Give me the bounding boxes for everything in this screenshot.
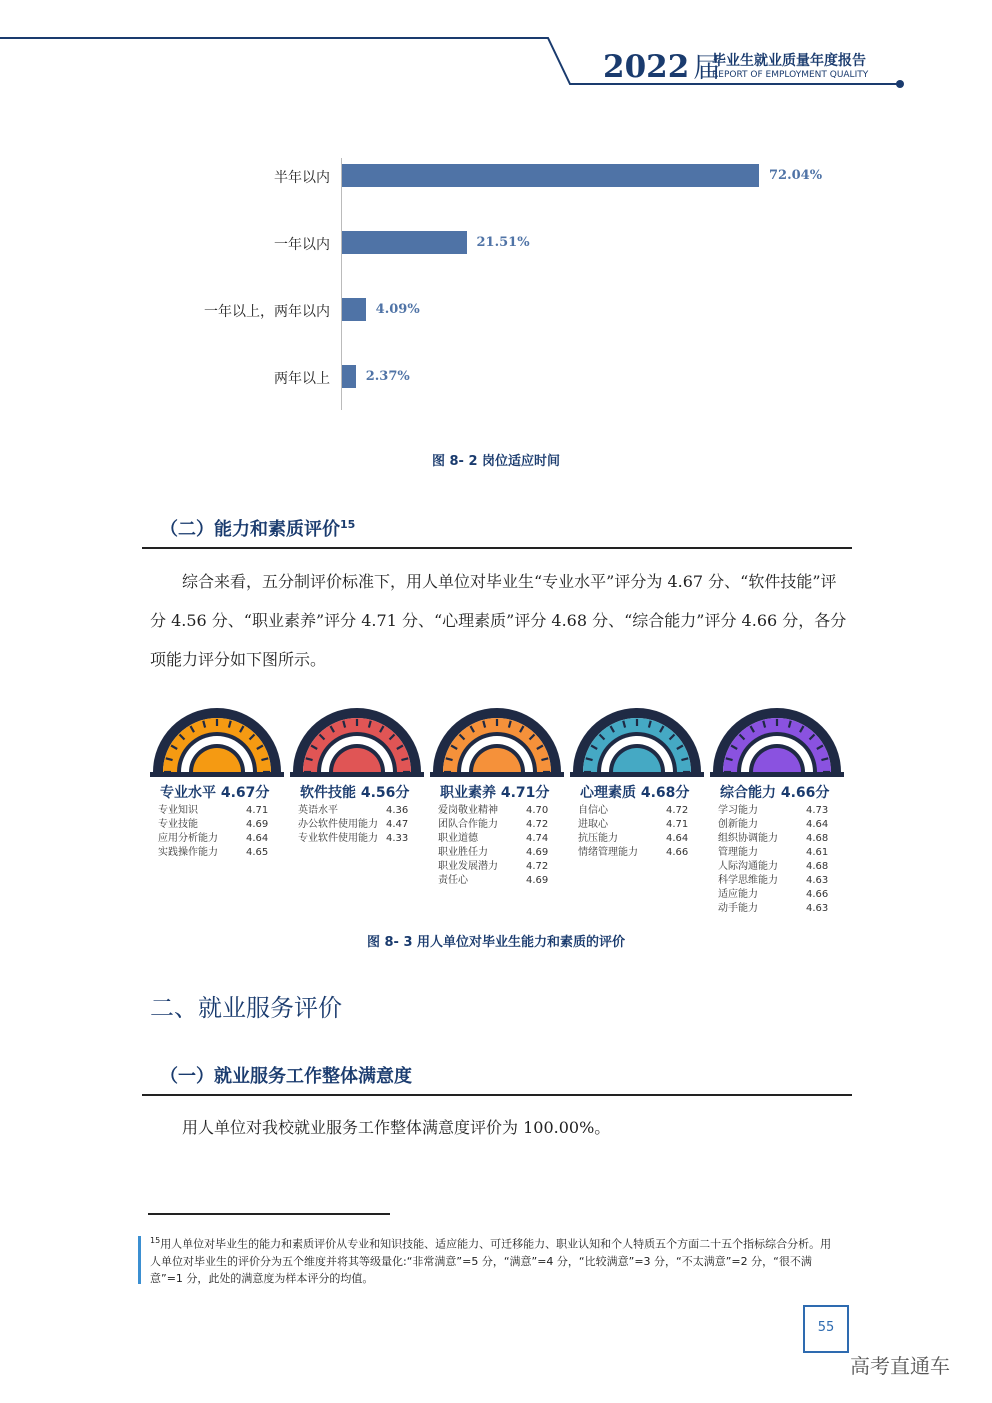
gauge-card — [710, 680, 844, 916]
gauge-item-name: 组织协调能力 — [718, 833, 778, 844]
gauge-item-value: 4.61 — [806, 847, 829, 858]
chart-value-label: 72.04% — [769, 168, 823, 183]
gauge-dial — [290, 680, 424, 780]
gauge-dial — [430, 680, 564, 780]
gauge-item-name: 办公软件使用能力 — [298, 819, 378, 830]
gauge-item-name: 专业软件使用能力 — [298, 833, 378, 844]
gauge-item-row — [570, 846, 704, 860]
header-subtitle: REPORT OF EMPLOYMENT QUALITY — [712, 70, 869, 80]
gauge-item-name: 情绪管理能力 — [578, 847, 638, 858]
gauge-item-name: 学习能力 — [718, 805, 758, 816]
gauge-item-row — [710, 860, 844, 874]
gauge-item-value: 4.69 — [246, 819, 269, 830]
gauge-item-value: 4.69 — [526, 875, 549, 886]
gauge-item-row — [710, 902, 844, 916]
gauge-item-row — [710, 832, 844, 846]
gauge-item-name: 专业技能 — [158, 819, 198, 830]
gauge-score: 4.68分 — [636, 785, 690, 801]
gauge-item-row — [430, 804, 564, 818]
header-title: 毕业生就业质量年度报告 — [712, 53, 866, 69]
gauge-title — [440, 782, 564, 802]
gauge-item-name: 职业胜任力 — [438, 847, 488, 858]
gauge-item-row — [710, 874, 844, 888]
gauge-item-name: 英语水平 — [298, 805, 338, 816]
gauge-item-row — [710, 804, 844, 818]
gauge-item-row — [570, 804, 704, 818]
gauge-dial — [150, 680, 284, 780]
gauge-item-name: 团队合作能力 — [438, 819, 498, 830]
gauge-item-row — [430, 818, 564, 832]
gauge-score: 4.71分 — [496, 785, 550, 801]
gauge-item-value: 4.68 — [806, 833, 829, 844]
gauge-item-value: 4.69 — [526, 847, 549, 858]
figure-caption-8-3: 图 8- 3 用人单位对毕业生能力和素质的评价 — [366, 935, 626, 950]
gauge-item-value: 4.70 — [526, 805, 549, 816]
gauge-item-row — [430, 832, 564, 846]
satisfaction-paragraph — [150, 1108, 850, 1147]
section2-rule — [142, 1094, 852, 1096]
gauge-title — [300, 782, 424, 802]
ability-paragraph-text: 综合来看，五分制评价标准下，用人单位对毕业生“专业水平”评分为 4.67 分、“软件技能”评分 4.56 分、“职业素养”评分 4.71 分、“心理素质”评分 4.68 分、“综合能力”评分 4.66 分，各分项能力评分如下图所示。 — [150, 572, 847, 669]
satisfaction-paragraph-text: 用人单位对我校就业服务工作整体满意度评价为 100.00%。 — [182, 1118, 611, 1137]
section-heading-ability — [160, 515, 355, 541]
gauge-item-name: 科学思维能力 — [718, 875, 778, 886]
gauge-item-value: 4.33 — [386, 833, 409, 844]
gauge-item-value: 4.72 — [666, 805, 689, 816]
gauge-item-value: 4.63 — [806, 875, 829, 886]
gauge-item-value: 4.72 — [526, 861, 549, 872]
gauge-item-name: 人际沟通能力 — [718, 861, 778, 872]
figure-caption-8-2: 图 8- 2 岗位适应时间 — [431, 454, 561, 469]
ability-paragraph — [150, 562, 850, 679]
section-heading-service: 二、就业服务评价 — [150, 994, 342, 1022]
footnote-marker: 15 — [150, 1236, 161, 1245]
gauge-item-row — [290, 818, 424, 832]
gauge-item-name: 动手能力 — [718, 903, 758, 914]
chart-category-label: 一年以内 — [274, 237, 330, 253]
gauge-item-row — [150, 804, 284, 818]
gauge-item-name: 进取心 — [578, 819, 608, 830]
gauge-card — [430, 680, 564, 888]
gauge-item-row — [710, 888, 844, 902]
gauge-item-name: 自信心 — [578, 805, 608, 816]
footnote-ref: 15 — [340, 518, 356, 531]
gauge-item-name: 责任心 — [438, 875, 468, 886]
gauge-item-value: 4.72 — [526, 819, 549, 830]
gauge-item-row — [710, 818, 844, 832]
gauge-item-value: 4.66 — [806, 889, 829, 900]
gauge-score: 4.66分 — [776, 785, 830, 801]
gauge-item-value: 4.65 — [246, 847, 269, 858]
gauge-item-name: 职业发展潜力 — [438, 861, 498, 872]
footnote-rule — [148, 1213, 390, 1215]
section-subheading-satisfaction: （一）就业服务工作整体满意度 — [160, 1066, 412, 1087]
gauge-card — [150, 680, 284, 860]
gauge-item-name: 专业知识 — [158, 805, 198, 816]
gauge-item-name: 实践操作能力 — [158, 847, 218, 858]
gauge-title-text: 软件技能 — [300, 785, 356, 801]
gauge-item-row — [150, 818, 284, 832]
gauge-item-value: 4.63 — [806, 903, 829, 914]
gauge-title — [720, 782, 844, 802]
gauge-title-text: 专业水平 — [160, 785, 216, 801]
header-year-suffix: 届 — [693, 53, 721, 84]
chart-value-label: 4.09% — [375, 302, 420, 317]
gauge-card — [570, 680, 704, 860]
gauge-score: 4.67分 — [216, 785, 270, 801]
gauge-item-value: 4.64 — [806, 819, 829, 830]
gauge-item-name: 抗压能力 — [578, 833, 618, 844]
gauge-item-value: 4.68 — [806, 861, 829, 872]
chart-bar — [342, 365, 356, 388]
gauge-item-name: 职业道德 — [438, 833, 478, 844]
gauge-title-text: 职业素养 — [440, 785, 496, 801]
chart-category-label: 一年以上，两年以内 — [204, 304, 330, 320]
gauge-dial — [570, 680, 704, 780]
gauge-item-row — [430, 860, 564, 874]
gauge-item-value: 4.66 — [666, 847, 689, 858]
chart-value-label: 2.37% — [365, 369, 410, 384]
gauge-title-text: 综合能力 — [720, 785, 776, 801]
footnote-text: 用人单位对毕业生的能力和素质评价从专业和知识技能、适应能力、可迁移能力、职业认知和个人特质五个方面二十五个指标综合分析。用人单位对毕业生的评价分为五个维度并将其等级量化:“非常满意”=5 分，“满意”=4 分，“比较满意”=3 分，“不太满意”=2 分，“很不满意”=1 分，此处的满意度为样本评分的均值。 — [150, 1237, 832, 1285]
page-number: 55 — [817, 1320, 835, 1335]
chart-bar — [342, 298, 366, 321]
header-year — [603, 46, 720, 85]
gauge-title-text: 心理素质 — [580, 785, 636, 801]
gauge-item-value: 4.64 — [666, 833, 689, 844]
gauge-item-row — [430, 874, 564, 888]
gauge-item-name: 管理能力 — [718, 847, 758, 858]
gauge-item-row — [290, 832, 424, 846]
chart-category-label: 半年以内 — [274, 170, 330, 186]
gauge-title — [580, 782, 704, 802]
chart-bar — [342, 231, 467, 254]
chart-category-label: 两年以上 — [274, 371, 330, 387]
gauge-item-row — [150, 832, 284, 846]
gauge-item-value: 4.71 — [666, 819, 689, 830]
section-rule — [142, 547, 852, 549]
gauge-card — [290, 680, 424, 846]
gauge-item-row — [570, 832, 704, 846]
chart-value-label: 21.51% — [476, 235, 530, 250]
footnote-accent-bar — [138, 1236, 141, 1284]
gauge-item-name: 爱岗敬业精神 — [438, 805, 498, 816]
chart-bar — [342, 164, 759, 187]
footnote — [150, 1232, 840, 1287]
gauge-item-value: 4.74 — [526, 833, 549, 844]
gauge-item-row — [290, 804, 424, 818]
gauge-item-value: 4.71 — [246, 805, 269, 816]
gauge-item-row — [570, 818, 704, 832]
gauge-item-value: 4.73 — [806, 805, 829, 816]
gauge-item-name: 适应能力 — [718, 889, 758, 900]
gauge-item-row — [710, 846, 844, 860]
gauge-item-name: 应用分析能力 — [158, 833, 218, 844]
gauge-item-row — [430, 846, 564, 860]
gauge-item-name: 创新能力 — [718, 819, 758, 830]
gauge-title — [160, 782, 284, 802]
header-year-number: 2022 — [603, 49, 690, 85]
watermark: 高考直通车 — [850, 1354, 950, 1378]
gauge-dial — [710, 680, 844, 780]
gauge-item-value: 4.36 — [386, 805, 409, 816]
gauge-score: 4.56分 — [356, 785, 410, 801]
section-heading-ability-text: （二）能力和素质评价 — [160, 519, 340, 540]
gauge-item-value: 4.64 — [246, 833, 269, 844]
gauge-item-row — [150, 846, 284, 860]
gauge-item-value: 4.47 — [386, 819, 409, 830]
